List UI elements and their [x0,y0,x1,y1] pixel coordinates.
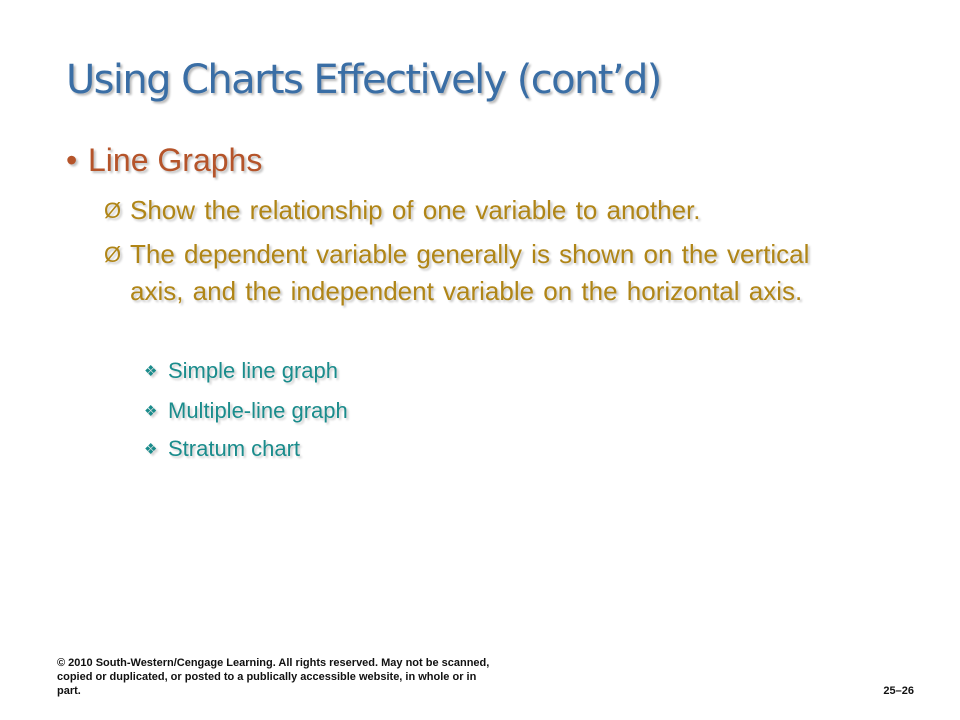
sub-bullet-relationship-text: Show the relationship of one variable to another. [130,195,701,225]
sub-bullet-axes-text: The dependent variable generally is shown on the vertical axis, and the independent variable on the horizontal axis. [130,239,810,306]
arrow-bullet-icon: Ø [104,198,122,223]
bullet-line-graphs-label: Line Graphs [88,142,263,178]
sub-bullet-axes [104,236,844,310]
item-simple-line-graph-label: Simple line graph [168,358,338,383]
arrow-bullet-icon: Ø [104,242,122,267]
item-simple-line-graph [144,356,338,387]
diamond-bullet-icon: ❖ [144,403,158,420]
item-multiple-line-graph-label: Multiple-line graph [168,398,348,423]
diamond-bullet-icon: ❖ [144,441,158,458]
slide-title: Using Charts Effectively (cont’d) [66,57,661,103]
diamond-bullet-icon: ❖ [144,363,158,380]
item-stratum-chart-label: Stratum chart [168,436,301,461]
bullet-line-graphs [66,140,262,180]
sub-bullet-relationship [104,192,844,229]
item-multiple-line-graph [144,396,348,427]
copyright-notice: © 2010 South-Western/Cengage Learning. All rights reserved. May not be scanned, copied or duplicated, or posted to a publically accessible website, in whole or in part. [57,657,490,697]
item-stratum-chart [144,434,300,465]
page-number: 25–26 [883,685,914,697]
bullet-dot-icon: • [66,142,78,178]
